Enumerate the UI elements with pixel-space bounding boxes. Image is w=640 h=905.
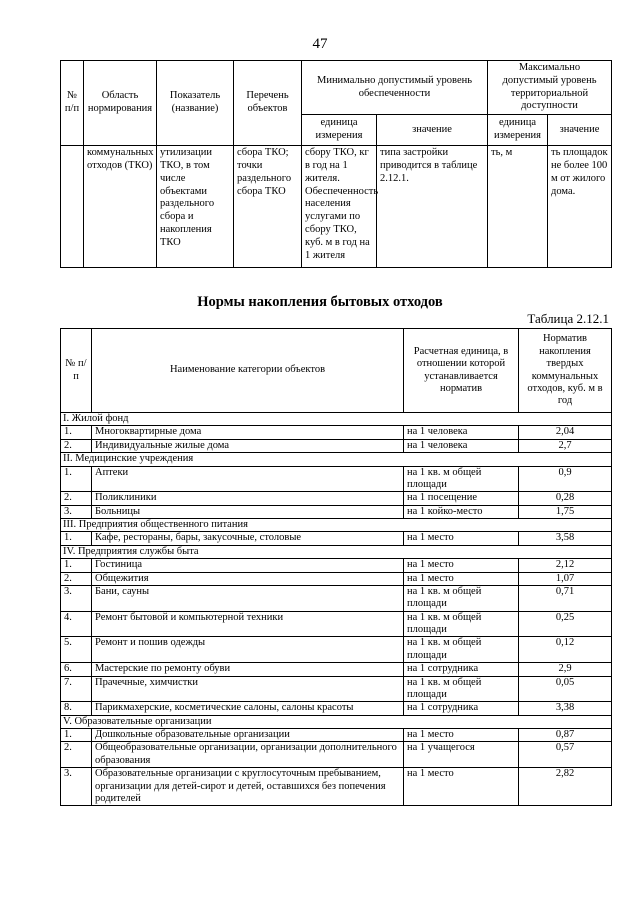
cell-value: 2,7 (519, 439, 612, 452)
cell-value: 1,07 (519, 572, 612, 585)
section-row (61, 715, 612, 728)
cell-num: 8. (61, 702, 92, 715)
cell-name: Ремонт и пошив одежды (92, 637, 404, 663)
cell-name: Гостиница (92, 559, 404, 572)
section-row (61, 413, 612, 426)
cell-num: 1. (61, 729, 92, 742)
cell-name: Поликлиники (92, 492, 404, 505)
cell-num: 7. (61, 676, 92, 702)
cell-num: 1. (61, 426, 92, 439)
cell-value: типа застройки приводится в таблице 2.12.1. (377, 146, 488, 268)
table-row (61, 729, 612, 742)
cell-name: Общеобразовательные организации, организации дополнительного образования (92, 742, 404, 768)
cell-value: 0,12 (519, 637, 612, 663)
cell-value: 0,05 (519, 676, 612, 702)
table-row (61, 466, 612, 492)
cell-unit-2: ть, м (488, 146, 548, 268)
cell-unit: на 1 место (404, 559, 519, 572)
cell-unit: сбору ТКО, кг в год на 1 жителя. Обеспеченность населения услугами по сбору ТКО, куб. м в год на 1 жителя (302, 146, 377, 268)
section-title: Нормы накопления бытовых отходов (197, 294, 443, 310)
section-heading: IV. Предприятия службы быта (61, 545, 612, 558)
cell-objects: сбора ТКО; точки раздельного сбора ТКО (234, 146, 302, 268)
cell-unit: на 1 койко-место (404, 505, 519, 518)
table-row (61, 505, 612, 518)
cell-num: 1. (61, 466, 92, 492)
section-heading: III. Предприятия общественного питания (61, 519, 612, 532)
cell-unit: на 1 учащегося (404, 742, 519, 768)
cell-value: 0,28 (519, 492, 612, 505)
section-heading: II. Медицинские учреждения (61, 453, 612, 466)
waste-norms-table (60, 328, 612, 806)
section-heading: I. Жилой фонд (61, 413, 612, 426)
header-value: значение (377, 115, 488, 146)
cell-name: Индивидуальные жилые дома (92, 439, 404, 452)
cell-num: 3. (61, 585, 92, 611)
cell-unit: на 1 посещение (404, 492, 519, 505)
header-value-2: значение (548, 115, 612, 146)
cell-unit: на 1 место (404, 729, 519, 742)
header-area: Область нормирования (84, 61, 157, 146)
cell-name: Кафе, рестораны, бары, закусочные, столовые (92, 532, 404, 545)
cell-value: 3,58 (519, 532, 612, 545)
cell-unit: на 1 место (404, 532, 519, 545)
cell-name: Общежития (92, 572, 404, 585)
header-objects: Перечень объектов (234, 61, 302, 146)
cell-num: 3. (61, 505, 92, 518)
header-unit: Расчетная единица, в отношении которой устанавливается норматив (404, 329, 519, 413)
header-name: Наименование категории объектов (92, 329, 404, 413)
table-row (61, 663, 612, 676)
cell-indicator: утилизации ТКО, в том числе объектами раздельного сбора и накопления ТКО (157, 146, 234, 268)
table-row (61, 492, 612, 505)
cell-unit: на 1 место (404, 572, 519, 585)
table-row (61, 702, 612, 715)
table-row (61, 585, 612, 611)
header-max-level: Максимально допустимый уровень территориальной доступности (488, 61, 612, 115)
cell-value: 0,57 (519, 742, 612, 768)
cell-unit: на 1 кв. м общей площади (404, 611, 519, 637)
cell-unit: на 1 сотрудника (404, 663, 519, 676)
table-row (61, 146, 612, 268)
cell-name: Прачечные, химчистки (92, 676, 404, 702)
cell-name: Образовательные организации с круглосуточным пребыванием, организации для детей-сирот и детей, оставшихся без попечения родителей (92, 768, 404, 806)
table-row (61, 426, 612, 439)
section-row (61, 453, 612, 466)
cell-name: Дошкольные образовательные организации (92, 729, 404, 742)
cell-value: 3,38 (519, 702, 612, 715)
cell-value: 0,9 (519, 466, 612, 492)
cell-unit: на 1 кв. м общей площади (404, 466, 519, 492)
header-indicator: Показатель (название) (157, 61, 234, 146)
table-row (61, 611, 612, 637)
table-row (61, 572, 612, 585)
cell-value: 2,04 (519, 426, 612, 439)
header-norm: Норматив накопления твердых коммунальных отходов, куб. м в год (519, 329, 612, 413)
section-row (61, 545, 612, 558)
cell-unit: на 1 кв. м общей площади (404, 676, 519, 702)
cell-unit: на 1 сотрудника (404, 702, 519, 715)
cell-area: коммунальных отходов (ТКО) (84, 146, 157, 268)
cell-value-2: ть площадок не более 100 м от жилого дома. (548, 146, 612, 268)
cell-value: 0,87 (519, 729, 612, 742)
table-row (61, 637, 612, 663)
cell-num: 6. (61, 663, 92, 676)
header-unit-2: единица измерения (488, 115, 548, 146)
cell-unit: на 1 человека (404, 426, 519, 439)
header-num: № п/п (61, 61, 84, 146)
cell-name: Бани, сауны (92, 585, 404, 611)
cell-value: 2,12 (519, 559, 612, 572)
cell-num: 1. (61, 559, 92, 572)
table-row (61, 742, 612, 768)
table-label: Таблица 2.12.1 (527, 311, 609, 326)
header-num: № п/п (61, 329, 92, 413)
cell-name: Многоквартирные дома (92, 426, 404, 439)
cell-value: 2,82 (519, 768, 612, 806)
table-row (61, 559, 612, 572)
header-unit: единица измерения (302, 115, 377, 146)
cell-name: Ремонт бытовой и компьютерной техники (92, 611, 404, 637)
continuation-table (60, 60, 612, 268)
cell-value: 1,75 (519, 505, 612, 518)
table-row (61, 676, 612, 702)
cell-num: 5. (61, 637, 92, 663)
table-row (61, 768, 612, 806)
cell-name: Аптеки (92, 466, 404, 492)
cell-num: 4. (61, 611, 92, 637)
cell-name: Больницы (92, 505, 404, 518)
cell-value: 2,9 (519, 663, 612, 676)
section-heading: V. Образовательные организации (61, 715, 612, 728)
cell-num (61, 146, 84, 268)
cell-num: 2. (61, 439, 92, 452)
cell-num: 2. (61, 492, 92, 505)
cell-unit: на 1 человека (404, 439, 519, 452)
table-row (61, 439, 612, 452)
cell-value: 0,25 (519, 611, 612, 637)
section-row (61, 519, 612, 532)
cell-num: 2. (61, 572, 92, 585)
cell-unit: на 1 кв. м общей площади (404, 585, 519, 611)
cell-num: 1. (61, 532, 92, 545)
cell-unit: на 1 кв. м общей площади (404, 637, 519, 663)
cell-unit: на 1 место (404, 768, 519, 806)
cell-value: 0,71 (519, 585, 612, 611)
cell-num: 2. (61, 742, 92, 768)
cell-name: Парикмахерские, косметические салоны, салоны красоты (92, 702, 404, 715)
page-number: 47 (312, 36, 328, 52)
header-min-level: Минимально допустимый уровень обеспеченности (302, 61, 488, 115)
cell-name: Мастерские по ремонту обуви (92, 663, 404, 676)
cell-num: 3. (61, 768, 92, 806)
table-row (61, 532, 612, 545)
